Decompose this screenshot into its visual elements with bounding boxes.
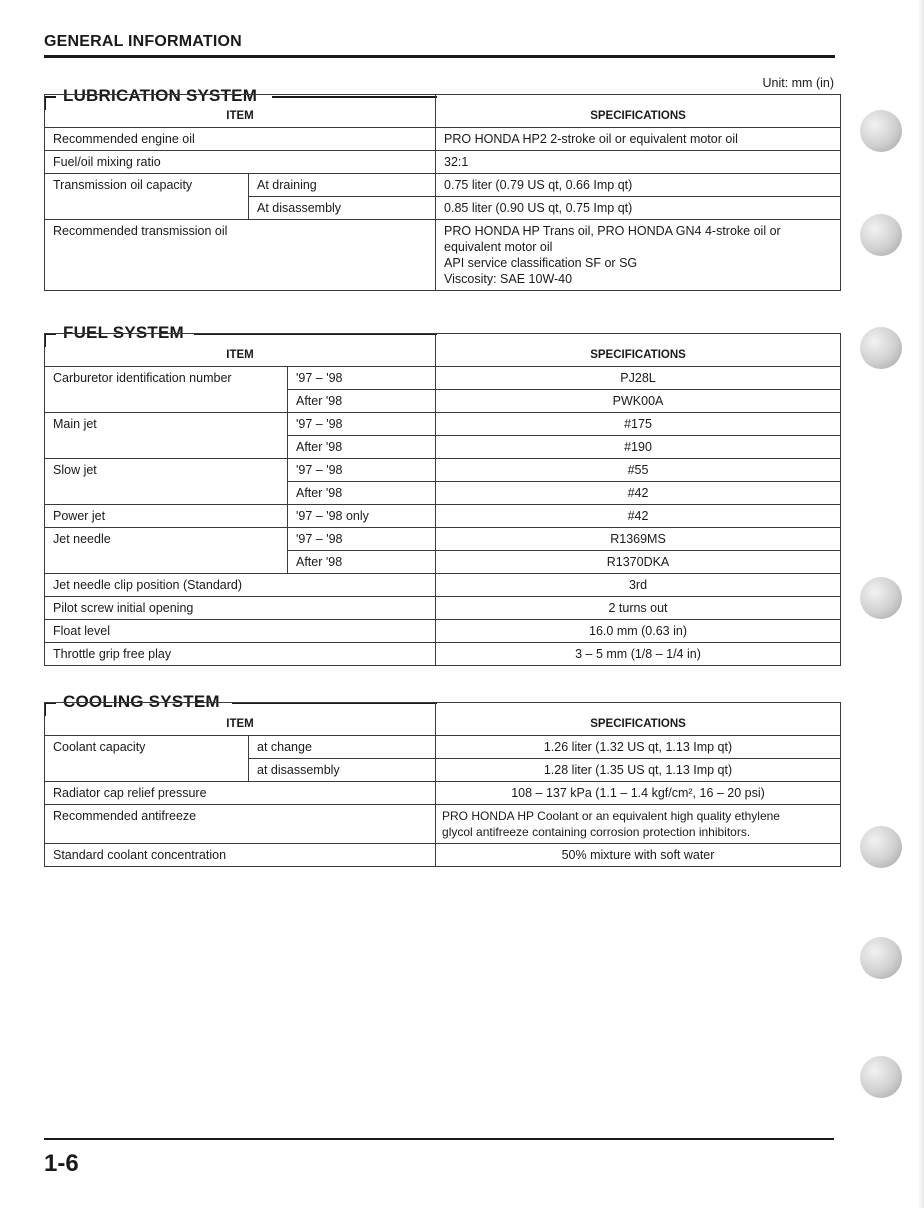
fuel-table xyxy=(44,333,841,666)
table-header-row xyxy=(45,334,841,367)
unit-note: Unit: mm (in) xyxy=(762,76,834,90)
table-row xyxy=(45,643,841,666)
sub-item-cell: '97 – '98 xyxy=(288,367,436,390)
sub-item-cell: At draining xyxy=(249,174,436,197)
binder-hole xyxy=(860,937,902,979)
item-cell: Fuel/oil mixing ratio xyxy=(45,151,436,174)
table-header-row xyxy=(45,95,841,128)
item-cell: Radiator cap relief pressure xyxy=(45,782,436,805)
item-cell: Throttle grip free play xyxy=(45,643,436,666)
spec-cell: 1.26 liter (1.32 US qt, 1.13 Imp qt) xyxy=(436,736,841,759)
spec-cell: 0.75 liter (0.79 US qt, 0.66 Imp qt) xyxy=(436,174,841,197)
binder-hole xyxy=(860,214,902,256)
table-row xyxy=(45,620,841,643)
table-row xyxy=(45,174,841,197)
sub-item-cell: '97 – '98 only xyxy=(288,505,436,528)
sub-item-cell: '97 – '98 xyxy=(288,413,436,436)
spec-cell xyxy=(436,220,841,291)
spec-cell: PRO HONDA HP2 2-stroke oil or equivalent motor oil xyxy=(436,128,841,151)
item-cell: Standard coolant concentration xyxy=(45,844,436,867)
spec-cell xyxy=(436,805,841,844)
header-rule xyxy=(44,55,835,58)
binder-hole xyxy=(860,577,902,619)
binder-hole xyxy=(860,110,902,152)
item-column-header: ITEM xyxy=(45,334,436,367)
item-cell: Float level xyxy=(45,620,436,643)
spec-cell: #55 xyxy=(436,459,841,482)
lubrication-title: LUBRICATION SYSTEM xyxy=(63,86,258,105)
item-cell: Jet needle clip position (Standard) xyxy=(45,574,436,597)
item-cell: Carburetor identification number xyxy=(45,367,288,413)
table-row xyxy=(45,782,841,805)
table-row xyxy=(45,574,841,597)
table-row xyxy=(45,805,841,844)
sub-item-cell: at change xyxy=(249,736,436,759)
fuel-title: FUEL SYSTEM xyxy=(63,323,184,342)
table-row xyxy=(45,220,841,291)
table-row xyxy=(45,151,841,174)
spec-cell: 32:1 xyxy=(436,151,841,174)
table-row xyxy=(45,367,841,390)
spec-cell: 3 – 5 mm (1/8 – 1/4 in) xyxy=(436,643,841,666)
item-cell: Pilot screw initial opening xyxy=(45,597,436,620)
page-number: 1-6 xyxy=(44,1150,79,1177)
spec-cell: R1370DKA xyxy=(436,551,841,574)
spec-line: Viscosity: SAE 10W-40 xyxy=(444,272,573,286)
sub-item-cell: After '98 xyxy=(288,390,436,413)
spec-cell: 108 – 137 kPa (1.1 – 1.4 kgf/cm², 16 – 20 psi) xyxy=(436,782,841,805)
binder-hole xyxy=(860,327,902,369)
spec-line: API service classification SF or SG xyxy=(444,256,638,270)
spec-line: PRO HONDA HP Coolant or an equivalent high quality ethylene xyxy=(442,809,780,823)
spec-cell: PWK00A xyxy=(436,390,841,413)
sub-item-cell: '97 – '98 xyxy=(288,459,436,482)
table-row xyxy=(45,505,841,528)
spec-cell: #175 xyxy=(436,413,841,436)
item-column-header: ITEM xyxy=(45,95,436,128)
binder-hole xyxy=(860,1056,902,1098)
spec-cell: 1.28 liter (1.35 US qt, 1.13 Imp qt) xyxy=(436,759,841,782)
table-row xyxy=(45,597,841,620)
spec-column-header: SPECIFICATIONS xyxy=(436,95,841,128)
cooling-section xyxy=(44,692,840,878)
sub-item-cell: After '98 xyxy=(288,551,436,574)
item-cell: Jet needle xyxy=(45,528,288,574)
sub-item-cell: After '98 xyxy=(288,482,436,505)
table-row xyxy=(45,128,841,151)
item-cell: Coolant capacity xyxy=(45,736,249,782)
item-cell: Main jet xyxy=(45,413,288,459)
table-row xyxy=(45,459,841,482)
table-row xyxy=(45,736,841,759)
binder-hole xyxy=(860,826,902,868)
spec-cell: 0.85 liter (0.90 US qt, 0.75 Imp qt) xyxy=(436,197,841,220)
spec-cell: PJ28L xyxy=(436,367,841,390)
spec-cell: 16.0 mm (0.63 in) xyxy=(436,620,841,643)
spec-cell: #42 xyxy=(436,482,841,505)
spec-cell: 50% mixture with soft water xyxy=(436,844,841,867)
spec-column-header: SPECIFICATIONS xyxy=(436,334,841,367)
spec-cell: #190 xyxy=(436,436,841,459)
spec-cell: 3rd xyxy=(436,574,841,597)
item-cell: Slow jet xyxy=(45,459,288,505)
item-cell: Recommended transmission oil xyxy=(45,220,436,291)
fuel-section xyxy=(44,323,840,669)
item-cell: Power jet xyxy=(45,505,288,528)
spec-cell: R1369MS xyxy=(436,528,841,551)
item-column-header: ITEM xyxy=(45,703,436,736)
page-header-title: GENERAL INFORMATION xyxy=(44,33,242,50)
sub-item-cell: '97 – '98 xyxy=(288,528,436,551)
sub-item-cell: After '98 xyxy=(288,436,436,459)
spec-column-header: SPECIFICATIONS xyxy=(436,703,841,736)
item-cell: Transmission oil capacity xyxy=(45,174,249,220)
table-row xyxy=(45,844,841,867)
cooling-title: COOLING SYSTEM xyxy=(63,692,220,711)
sub-item-cell: at disassembly xyxy=(249,759,436,782)
spec-cell: 2 turns out xyxy=(436,597,841,620)
sub-item-cell: At disassembly xyxy=(249,197,436,220)
spec-line: equivalent motor oil xyxy=(444,240,553,254)
table-row xyxy=(45,413,841,436)
lubrication-section xyxy=(44,86,840,301)
spec-line: PRO HONDA HP Trans oil, PRO HONDA GN4 4-stroke oil or xyxy=(444,224,781,238)
table-header-row xyxy=(45,703,841,736)
table-row xyxy=(45,528,841,551)
spec-cell: #42 xyxy=(436,505,841,528)
page-edge xyxy=(918,0,924,1208)
item-cell: Recommended engine oil xyxy=(45,128,436,151)
item-cell: Recommended antifreeze xyxy=(45,805,436,844)
lubrication-table xyxy=(44,94,841,291)
footer-rule xyxy=(44,1138,834,1140)
cooling-table xyxy=(44,702,841,867)
spec-line: glycol antifreeze containing corrosion protection inhibitors. xyxy=(442,825,751,839)
